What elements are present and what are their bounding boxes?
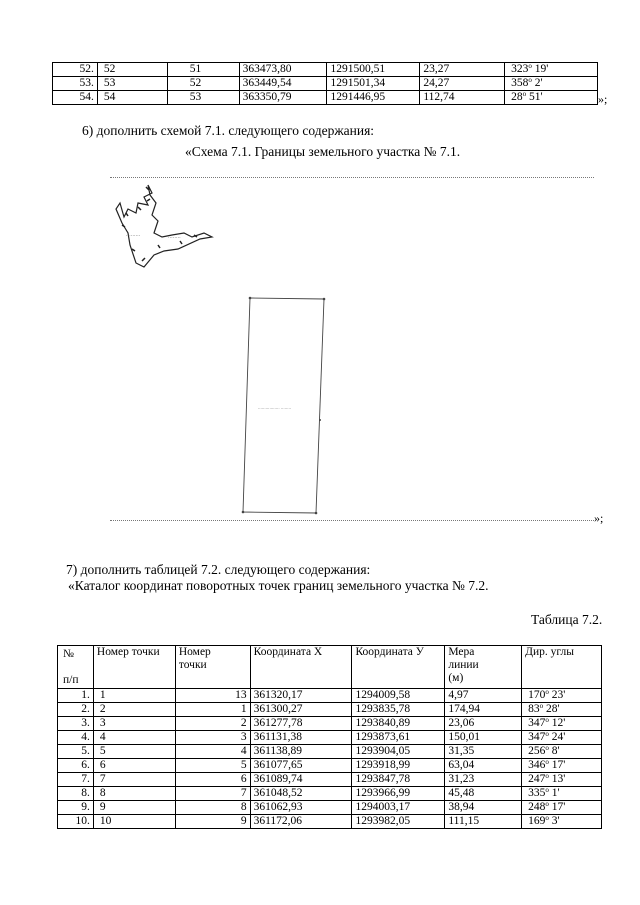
table-row	[58, 787, 602, 801]
cell-length: 4,97	[445, 689, 522, 703]
cell-prev-point: 8	[175, 801, 250, 815]
degree-mark: o	[528, 76, 532, 84]
cell-angle: 170$^o$ 23'	[522, 689, 602, 703]
cell-x: 361320,17	[250, 689, 352, 703]
cell-point: 9	[93, 801, 175, 815]
degree-mark: o	[545, 688, 549, 696]
cell-y: 1293835,78	[352, 703, 445, 717]
cell-length: 174,94	[445, 703, 522, 717]
cell-num: 1.	[58, 689, 94, 703]
cell-prev-point: 52	[167, 77, 239, 91]
cell-y: 1293840,89	[352, 717, 445, 731]
table-row	[53, 63, 598, 77]
table-row	[53, 91, 598, 105]
degree-mark: o	[545, 772, 549, 780]
table-label: Таблица 7.2.	[531, 612, 603, 627]
cell-length: 24,27	[420, 77, 505, 91]
cell-x: 363350,79	[239, 91, 327, 105]
cell-angle: 335$^o$ 1'	[522, 787, 602, 801]
cell-length: 31,23	[445, 773, 522, 787]
cell-angle: 248$^o$ 17'	[522, 801, 602, 815]
table-row	[58, 689, 602, 703]
item6-caption: «Схема 7.1. Границы земельного участка № 7.1.	[185, 144, 461, 159]
cell-angle: 346$^o$ 17'	[522, 759, 602, 773]
cell-prev-point: 4	[175, 745, 250, 759]
cell-prev-point: 2	[175, 717, 250, 731]
degree-mark: o	[522, 90, 527, 98]
cell-x: 361077,65	[250, 759, 352, 773]
cell-length: 31,35	[445, 745, 522, 759]
cell-prev-point: 51	[167, 63, 239, 77]
cell-point: 3	[93, 717, 175, 731]
cell-angle: 347$^o$ 12'	[522, 717, 602, 731]
degree-mark: o	[545, 786, 549, 794]
cell-point: 52	[97, 63, 167, 77]
item6-close-quote: »;	[594, 511, 604, 525]
degree-mark: o	[545, 758, 549, 766]
cell-point: 1	[93, 689, 175, 703]
svg-text:········: ········	[168, 235, 181, 241]
cell-prev-point: 7	[175, 787, 250, 801]
cell-point: 10	[93, 815, 175, 829]
cell-prev-point: 53	[167, 91, 239, 105]
cell-length: 63,04	[445, 759, 522, 773]
cell-length: 150,01	[445, 731, 522, 745]
cell-num: 4.	[58, 731, 94, 745]
cell-y: 1293873,61	[352, 731, 445, 745]
top-coordinates-table	[52, 62, 598, 105]
scheme-bottom-line	[110, 520, 594, 521]
cell-num: 10.	[58, 815, 94, 829]
table-row	[58, 801, 602, 815]
cell-angle: 28$^o$ 51'	[505, 91, 598, 105]
cell-length: 111,15	[445, 815, 522, 829]
table-row	[58, 815, 602, 829]
header-length: Мера линии (м)	[445, 646, 522, 689]
cell-prev-point: 1	[175, 703, 250, 717]
table-row	[58, 731, 602, 745]
table-row	[58, 759, 602, 773]
cell-angle: 83$^o$ 28'	[522, 703, 602, 717]
cell-num: 5.	[58, 745, 94, 759]
cell-num: 2.	[58, 703, 94, 717]
svg-text:·········: ·········	[126, 233, 141, 239]
cell-y: 1293982,05	[352, 815, 445, 829]
cell-y: 1293966,99	[352, 787, 445, 801]
cell-length: 45,48	[445, 787, 522, 801]
cell-point: 4	[93, 731, 175, 745]
header-prev-point: Номер точки	[175, 646, 250, 689]
degree-mark: o	[545, 744, 549, 752]
cell-num: 54.	[53, 91, 98, 105]
cell-y: 1294009,58	[352, 689, 445, 703]
cell-angle: 323$^o$ 19'	[505, 63, 598, 77]
cell-point: 5	[93, 745, 175, 759]
cell-angle: 169$^o$ 3'	[522, 815, 602, 829]
header-x: Координата X	[250, 646, 352, 689]
cell-angle: 256$^o$ 8'	[522, 745, 602, 759]
item7-caption: «Каталог координат поворотных точек границ земельного участка № 7.2.	[68, 578, 489, 593]
item6-text: 6) дополнить схемой 7.1. следующего содержания:	[82, 123, 375, 138]
overview-sketch	[108, 175, 218, 275]
cell-prev-point: 5	[175, 759, 250, 773]
header-point: Номер точки	[93, 646, 175, 689]
cell-point: 53	[97, 77, 167, 91]
cell-x: 361048,52	[250, 787, 352, 801]
degree-mark: o	[545, 716, 549, 724]
cell-point: 2	[93, 703, 175, 717]
table-row	[58, 703, 602, 717]
cell-x: 361300,27	[250, 703, 352, 717]
item7-text: 7) дополнить таблицей 7.2. следующего содержания:	[66, 562, 371, 577]
cell-point: 6	[93, 759, 175, 773]
cell-length: 112,74	[420, 91, 505, 105]
degree-mark: o	[545, 730, 549, 738]
cell-x: 361277,78	[250, 717, 352, 731]
svg-text:················· ········: ················· ········	[258, 406, 292, 411]
degree-mark: o	[545, 800, 549, 808]
cell-y: 1293904,05	[352, 745, 445, 759]
plot-rectangle	[236, 292, 336, 517]
degree-mark: o	[539, 702, 544, 710]
cell-x: 361131,38	[250, 731, 352, 745]
cell-num: 8.	[58, 787, 94, 801]
cell-length: 23,06	[445, 717, 522, 731]
cell-point: 54	[97, 91, 167, 105]
cell-point: 8	[93, 787, 175, 801]
header-num: № п/п	[58, 646, 94, 689]
degree-mark: o	[545, 814, 549, 822]
cell-prev-point: 13	[175, 689, 250, 703]
cell-y: 1294003,17	[352, 801, 445, 815]
cell-y: 1291446,95	[327, 91, 420, 105]
cell-y: 1293847,78	[352, 773, 445, 787]
header-angle: Дир. углы	[522, 646, 602, 689]
cell-num: 53.	[53, 77, 98, 91]
cell-y: 1291500,51	[327, 63, 420, 77]
table-7-2	[57, 645, 602, 829]
cell-num: 52.	[53, 63, 98, 77]
cell-point: 7	[93, 773, 175, 787]
header-y: Координата У	[352, 646, 445, 689]
cell-num: 9.	[58, 801, 94, 815]
cell-length: 38,94	[445, 801, 522, 815]
cell-x: 361138,89	[250, 745, 352, 759]
cell-x: 363449,54	[239, 77, 327, 91]
cell-x: 361172,06	[250, 815, 352, 829]
cell-prev-point: 6	[175, 773, 250, 787]
cell-angle: 358$^o$ 2'	[505, 77, 598, 91]
table-row	[58, 773, 602, 787]
degree-mark: o	[528, 62, 532, 70]
cell-x: 361089,74	[250, 773, 352, 787]
table-row	[53, 77, 598, 91]
table-row	[58, 745, 602, 759]
cell-num: 6.	[58, 759, 94, 773]
cell-prev-point: 9	[175, 815, 250, 829]
cell-y: 1291501,34	[327, 77, 420, 91]
cell-y: 1293918,99	[352, 759, 445, 773]
cell-angle: 347$^o$ 24'	[522, 731, 602, 745]
cell-prev-point: 3	[175, 731, 250, 745]
table-row	[58, 717, 602, 731]
cell-length: 23,27	[420, 63, 505, 77]
cell-num: 3.	[58, 717, 94, 731]
cell-x: 363473,80	[239, 63, 327, 77]
cell-num: 7.	[58, 773, 94, 787]
cell-x: 361062,93	[250, 801, 352, 815]
top-table-close-quote: »;	[598, 92, 608, 106]
cell-angle: 247$^o$ 13'	[522, 773, 602, 787]
